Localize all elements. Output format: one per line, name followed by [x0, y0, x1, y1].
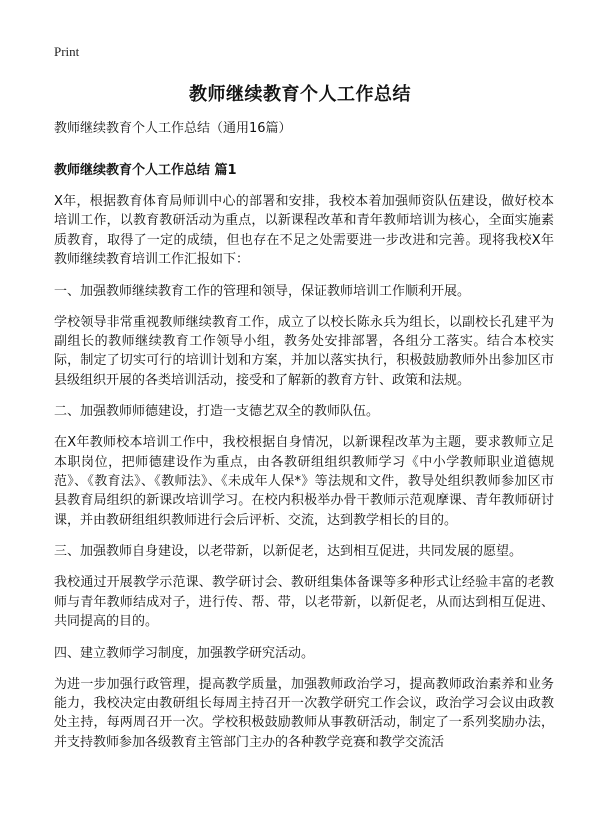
- paragraph-1: 学校领导非常重视教师继续教育工作，成立了以校长陈永兵为组长，以副校长孔建平为副组长的教师继续教育工作领导小组，教务处安排部署，各组分工落实。结合本校实际，制定了切实可行的培训计划和方案，并加以落实执行，积极鼓励教师外出参加区市县级组织开展的各类培训活动，接受和了解新的教育方针、政策和法规。: [54, 314, 554, 388]
- paragraph-2: 在X年教师校本培训工作中，我校根据自身情况，以新课程改革为主题，要求教师立足本职岗位，把师德建设作为重点，由各教研组组织教师学习《中小学教师职业道德规范》、《教育法》、《教师法》、《未成年人保*》等法规和文件，教导处组织教师参加区市县教育局组织的新课改培训学习。在校内积极举办骨干教师示范观摩课、青年教师研讨课，并由教研组组织教师进行会后评析、交流，达到教学相长的目的。: [54, 435, 554, 528]
- paragraph-3: 我校通过开展教学示范课、教学研讨会、教研组集体备课等多种形式让经验丰富的老教师与青年教师结成对子，进行传、帮、带，以老带新，以新促老，从而达到相互促进、共同提高的目的。: [54, 575, 554, 630]
- document-subtitle: 教师继续教育个人工作总结（通用16篇）: [54, 121, 292, 136]
- print-link[interactable]: Print: [54, 44, 80, 59]
- intro-paragraph: X年，根据教育体育局师训中心的部署和安排，我校本着加强师资队伍建设，做好校本培训工作，以教育教研活动为重点，以新课程改革和青年教师培训为核心，全面实施素质教育，取得了一定的成绩，但也存在不足之处需要进一步改进和完善。现将我校X年教师继续教育培训工作汇报如下：: [54, 194, 554, 268]
- section-heading: 教师继续教育个人工作总结 篇1: [54, 163, 237, 178]
- document-title: 教师继续教育个人工作总结: [189, 84, 411, 105]
- document-body: [54, 120, 554, 764]
- heading-4: 四、建立教师学习制度，加强教学研究活动。: [54, 645, 315, 661]
- heading-3: 三、加强教师自身建设，以老带新，以新促老，达到相互促进，共同发展的愿望。: [54, 544, 523, 560]
- heading-1: 一、加强教师继续教育工作的管理和领导，保证教师培训工作顺利开展。: [54, 283, 471, 299]
- heading-2: 二、加强教师师德建设，打造一支德艺双全的教师队伍。: [54, 404, 380, 420]
- paragraph-4: 为进一步加强行政管理，提高教学质量，加强教师政治学习，提高教师政治素养和业务能力，我校决定由教研组长每周主持召开一次教学研究工作会议，政治学习会议由政教处主持，每两周召开一次。学校积极鼓励教师从事教研活动，制定了一系列奖励办法，并支持教师参加各级教育主管部门主办的各种教学竞赛和教学交流活: [54, 676, 554, 750]
